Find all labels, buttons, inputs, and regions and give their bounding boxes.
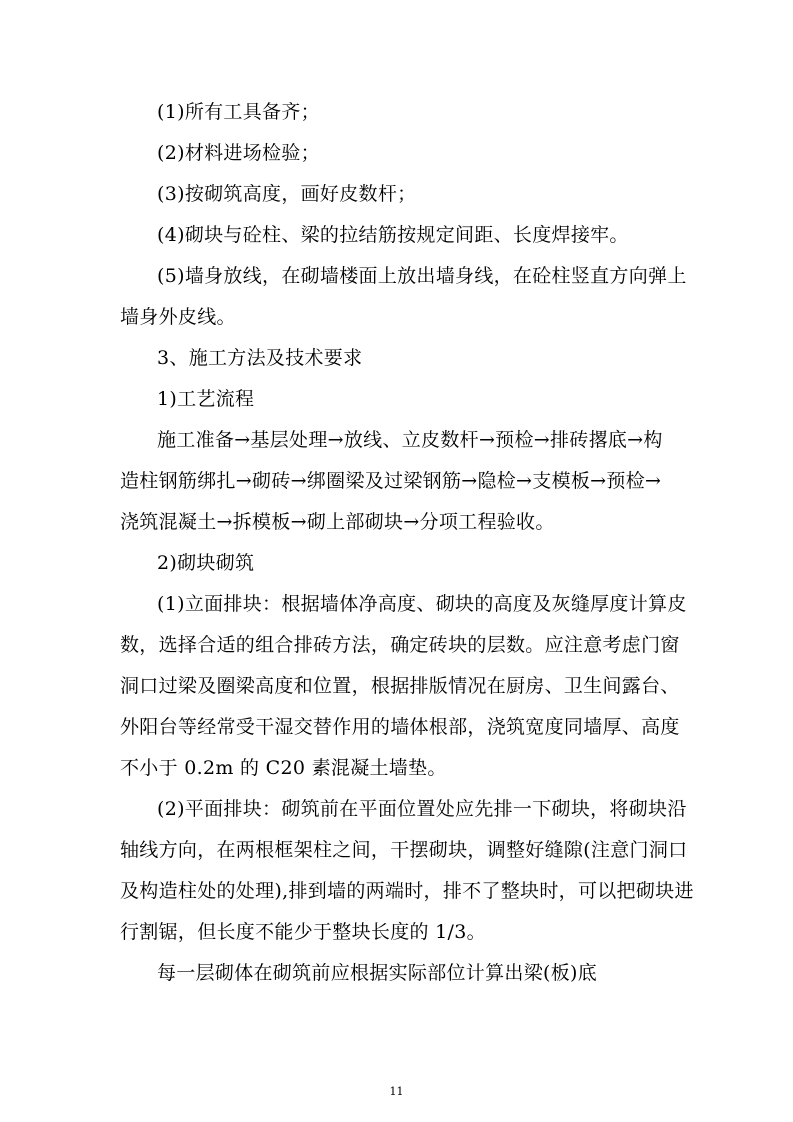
process-flow-line-3: 浇筑混凝土→拆模板→砌上部砌块→分项工程验收。	[120, 511, 555, 533]
process-flow-line-2: 造柱钢筋绑扎→砌砖→绑圈梁及过梁钢筋→隐检→支模板→预检→	[120, 470, 662, 492]
elevation-layout-line-3: 洞口过梁及圈梁高度和位置，根据排版情况在厨房、卫生间露台、	[120, 675, 680, 697]
plan-layout-line-2: 轴线方向，在两根框架柱之间，干摆砌块，调整好缝隙(注意门洞口	[120, 839, 688, 861]
item-1-tools: (1)所有工具备齐；	[157, 101, 320, 123]
page-number: 11	[389, 1085, 404, 1098]
elevation-layout-line-2: 数，选择合适的组合排砖方法，确定砖块的层数。应注意考虑门窗	[120, 634, 680, 656]
elevation-layout-line-5: 不小于 0.2m 的 C20 素混凝土墙垫。	[120, 757, 447, 779]
section-heading-construction-methods: 3、施工方法及技术要求	[157, 347, 363, 369]
plan-layout-line-1: (2)平面排块：砌筑前在平面位置处应先排一下砌块，将砌块沿	[157, 798, 687, 820]
item-2-material-inspection: (2)材料进场检验；	[157, 142, 320, 164]
plan-layout-line-4: 行割锯，但长度不能少于整块长度的 1/3。	[120, 921, 486, 943]
item-5-wall-layout: (5)墙身放线，在砌墙楼面上放出墙身线，在砼柱竖直方向弹上	[157, 265, 687, 287]
item-4-tie-bars: (4)砌块与砼柱、梁的拉结筋按规定间距、长度焊接牢。	[157, 224, 629, 246]
plan-layout-line-3: 及构造柱处的处理),排到墙的两端时，排不了整块时，可以把砌块进	[120, 880, 694, 902]
item-3-story-pole: (3)按砌筑高度，画好皮数杆；	[157, 183, 417, 205]
item-5-wall-layout-continued: 墙身外皮线。	[120, 306, 236, 328]
per-layer-calculation-line: 每一层砌体在砌筑前应根据实际部位计算出梁(板)底	[157, 962, 598, 984]
elevation-layout-line-4: 外阳台等经常受干湿交替作用的墙体根部，浇筑宽度同墙厚、高度	[120, 716, 680, 738]
subheading-block-masonry: 2)砌块砌筑	[157, 552, 255, 574]
elevation-layout-line-1: (1)立面排块：根据墙体净高度、砌块的高度及灰缝厚度计算皮	[157, 593, 687, 615]
process-flow-line-1: 施工准备→基层处理→放线、立皮数杆→预检→排砖撂底→构	[157, 429, 663, 451]
subheading-process-flow: 1)工艺流程	[157, 388, 255, 410]
